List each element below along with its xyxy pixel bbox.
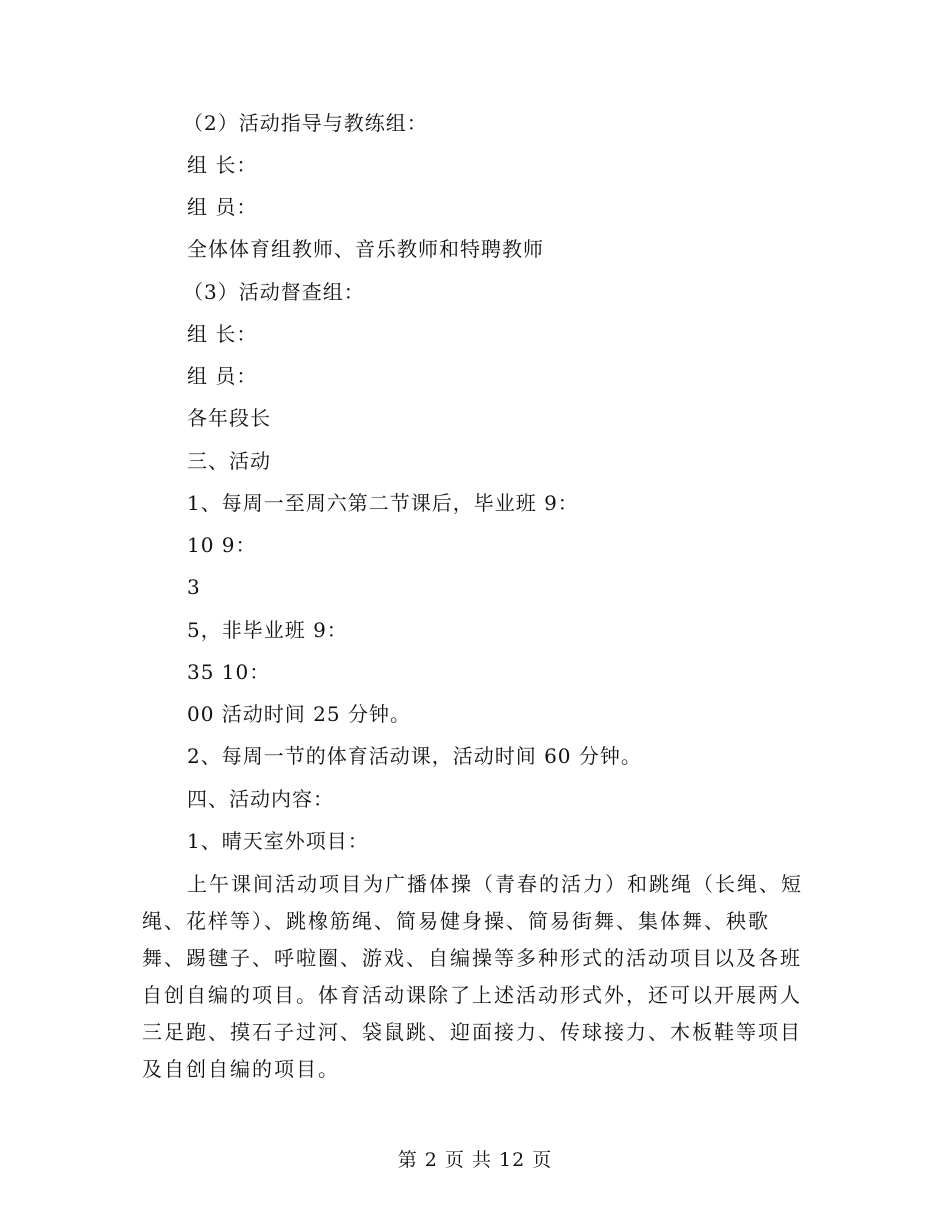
section-heading-coaching-group: （2）活动指导与教练组： [183,111,428,135]
paragraph-line: 自创自编的项目。体育活动课除了上述活动形式外，还可以开展两人 [142,983,802,1007]
subsection-heading-outdoor: 1、晴天室外项目： [187,829,369,853]
coaching-members-text: 全体体育组教师、音乐教师和特聘教师 [187,237,544,261]
schedule-line: 2、每周一节的体育活动课，活动时间 60 分钟。 [187,744,642,768]
schedule-line: 00 活动时间 25 分钟。 [187,702,411,726]
paragraph-line: 及自创自编的项目。 [142,1057,340,1081]
section-heading-activity-content: 四、活动内容： [187,787,334,811]
schedule-line: 5，非毕业班 9： [187,618,348,642]
paragraph-line: 上午课间活动项目为广播体操（青春的活力）和跳绳（长绳、短 [187,872,803,896]
paragraph-line: 舞、踢毽子、呼啦圈、游戏、自编操等多种形式的活动项目以及各班 [142,946,802,970]
group-leader-label: 组 长： [187,322,258,346]
page-number-footer: 第 2 页 共 12 页 [397,1149,553,1171]
supervision-members-text: 各年段长 [187,406,271,430]
schedule-line: 10 9： [187,533,257,557]
paragraph-line: 绳、花样等）、跳橡筋绳、简易健身操、简易街舞、集体舞、秧歌 [142,909,770,933]
schedule-line: 1、每周一至周六第二节课后，毕业班 9： [187,491,579,515]
paragraph-line: 三足跑、摸石子过河、袋鼠跳、迎面接力、传球接力、木板鞋等项目 [142,1020,802,1044]
section-heading-activity: 三、活动 [187,449,271,473]
group-leader-label: 组 长： [187,153,258,177]
group-member-label: 组 员： [187,195,258,219]
schedule-line: 35 10： [187,660,271,684]
section-heading-supervision-group: （3）活动督查组： [183,280,365,304]
group-member-label: 组 员： [187,364,258,388]
schedule-line: 3 [187,575,201,599]
outdoor-activities-paragraph [142,866,802,1088]
